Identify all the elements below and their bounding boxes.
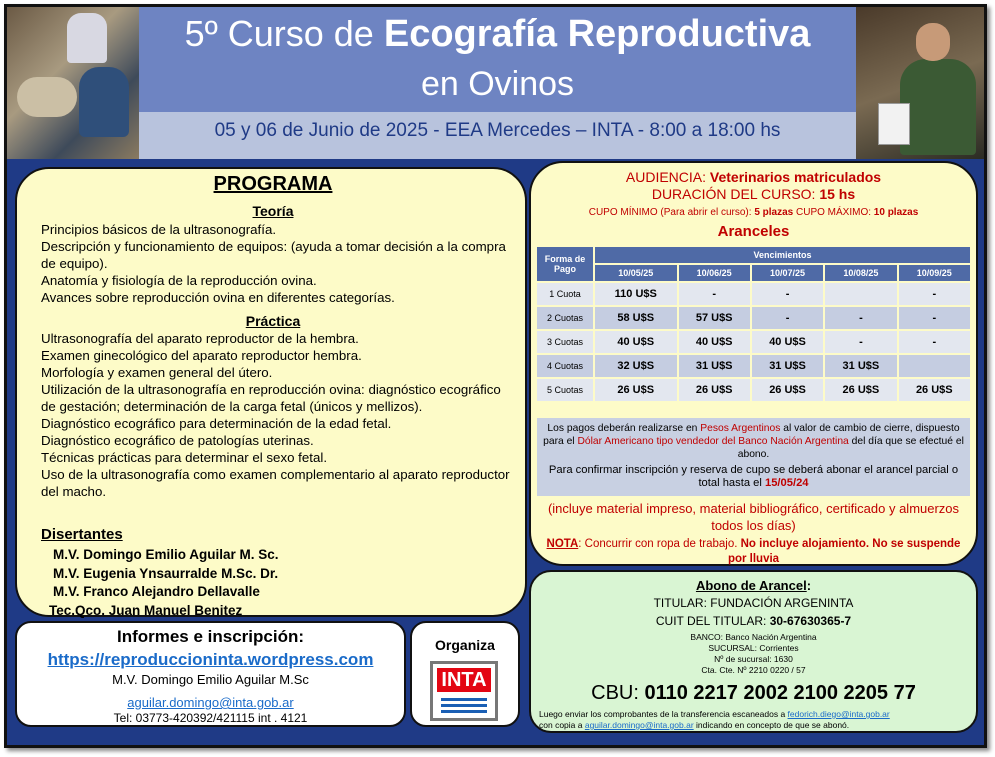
photo-vet-notes	[856, 7, 984, 159]
cuenta-line: Cta. Cte. Nº 2210 0220 / 57	[701, 665, 806, 675]
programa-panel	[15, 167, 527, 617]
speaker: M.V. Eugenia Ynsaurralde M.Sc. Dr.	[53, 565, 279, 581]
speaker: Tec.Qco. Juan Manuel Benitez	[49, 602, 243, 618]
table-row	[537, 379, 970, 401]
table-cell: -	[825, 331, 896, 353]
list-item: Descripción y funcionamiento de equipos: (ayuda a tomar decisión a la compra de equipo).	[41, 239, 506, 271]
col-header-date: 10/07/25	[752, 265, 823, 281]
sucursal-line: SUCURSAL: Corrientes	[708, 643, 799, 653]
table-cell: 26 U$S	[679, 379, 750, 401]
table-cell: 26 U$S	[752, 379, 823, 401]
audiencia-panel	[529, 161, 978, 566]
row-label: 2 Cuotas	[537, 307, 593, 329]
col-header-date: 10/09/25	[899, 265, 970, 281]
flyer	[4, 4, 987, 748]
contact-phone: Tel: 03773-420392/421115 int . 4121	[113, 711, 308, 725]
table-cell: 32 U$S	[595, 355, 677, 377]
table-cell: -	[899, 283, 970, 305]
table-cell: -	[899, 331, 970, 353]
col-header-date: 10/05/25	[595, 265, 677, 281]
cuit-line: CUIT DEL TITULAR: 30-67630365-7	[655, 614, 852, 628]
email-link-fedorich[interactable]: fedorich.diego@inta.gob.ar	[787, 709, 890, 719]
abono-title: Abono de Arancel:	[695, 578, 812, 593]
organiza-title: Organiza	[435, 637, 495, 653]
practica-title: Práctica	[245, 313, 301, 329]
list-item: Ultrasonografía del aparato reproductor de la hembra.	[41, 331, 359, 346]
table-cell: -	[825, 307, 896, 329]
table-cell: 40 U$S	[752, 331, 823, 353]
list-item: Diagnóstico ecográfico de patologías uterinas.	[41, 433, 314, 448]
table-cell: 58 U$S	[595, 307, 677, 329]
row-label: 1 Cuota	[537, 283, 593, 305]
disertantes-title: Disertantes	[41, 526, 123, 543]
table-row	[537, 307, 970, 329]
list-item: Utilización de la ultrasonografía en reproducción ovina: diagnóstico ecográfico de gestación; determinación de la carga fetal (únicos y mellizos).	[41, 382, 501, 414]
table-cell: 40 U$S	[679, 331, 750, 353]
inta-logo: INTA	[430, 661, 498, 721]
table-row	[537, 355, 970, 377]
table-cell: 26 U$S	[595, 379, 677, 401]
row-label: 5 Cuotas	[537, 379, 593, 401]
speaker: M.V. Domingo Emilio Aguilar M. Sc.	[53, 547, 279, 562]
table-row	[537, 331, 970, 353]
list-item: Principios básicos de la ultrasonografía.	[41, 222, 277, 237]
cupo-line: CUPO MÍNIMO (Para abrir el curso): 5 plazas CUPO MÁXIMO: 10 plazas	[588, 207, 919, 218]
row-label: 4 Cuotas	[537, 355, 593, 377]
course-subtitle: en Ovinos	[420, 65, 575, 103]
table-cell	[825, 283, 896, 305]
table-cell: 40 U$S	[595, 331, 677, 353]
photo-ultrasound-sheep	[7, 7, 139, 159]
date-location-line: 05 y 06 de Junio de 2025 - EEA Mercedes – INTA - 8:00 a 18:00 hs	[214, 120, 781, 141]
confirm-text: Para confirmar inscripción y reserva de cupo se deberá abonar el arancel parcial o total hasta el 15/05/24	[548, 464, 959, 489]
table-cell	[899, 355, 970, 377]
list-item: Técnicas prácticas para determinar el sexo fetal.	[41, 450, 328, 465]
contact-email-link[interactable]: aguilar.domingo@inta.gob.ar	[127, 695, 294, 710]
abono-footnote: Luego enviar los comprobantes de la transferencia escaneados a fedorich.diego@inta.gob.ar con copia a aguilar.domingo@inta.gob.ar indicando en concepto de que se abonó.	[539, 709, 890, 730]
col-header-date: 10/06/25	[679, 265, 750, 281]
titular-line: TITULAR: FUNDACIÓN ARGENINTA	[653, 596, 854, 610]
table-cell: 31 U$S	[825, 355, 896, 377]
incluye-text: (incluye material impreso, material bibliográfico, certificado y almuerzos todos los días)	[547, 501, 960, 533]
teoria-title: Teoría	[252, 203, 294, 219]
audiencia-line: AUDIENCIA: Veterinarios matriculados	[625, 169, 882, 185]
practica-list	[41, 330, 511, 500]
website-link[interactable]: https://reproduccioninta.wordpress.com	[47, 650, 374, 669]
table-cell: 26 U$S	[899, 379, 970, 401]
col-header-forma-pago: Forma de Pago	[537, 247, 593, 281]
nro-sucursal-line: Nº de sucursal: 1630	[714, 654, 793, 664]
table-row	[537, 283, 970, 305]
fees-table	[535, 245, 972, 403]
table-cell: 26 U$S	[825, 379, 896, 401]
abono-panel	[529, 570, 978, 733]
table-cell: 31 U$S	[752, 355, 823, 377]
table-cell: -	[752, 307, 823, 329]
contact-name: M.V. Domingo Emilio Aguilar M.Sc	[112, 672, 309, 687]
table-cell: -	[752, 283, 823, 305]
table-cell: 110 U$S	[595, 283, 677, 305]
informes-panel	[15, 621, 406, 727]
col-header-vencimientos: Vencimientos	[595, 247, 970, 263]
email-link-aguilar[interactable]: aguilar.domingo@inta.gob.ar	[584, 720, 694, 730]
table-cell: -	[679, 283, 750, 305]
aranceles-title: Aranceles	[717, 223, 790, 240]
banco-line: BANCO: Banco Nación Argentina	[690, 632, 817, 642]
list-item: Diagnóstico ecográfico para determinación de la edad fetal.	[41, 416, 392, 431]
payment-conditions: Los pagos deberán realizarse en Pesos Argentinos al valor de cambio de cierre, dispuesto para el Dólar Americano tipo vendedor del Banco Nación Argentina del día que se efectué el abono. Para confirmar inscripción y reserva de cupo se deberá abonar el arancel parcial o total hasta el 15/05/24	[537, 418, 970, 496]
speaker: M.V. Franco Alejandro Dellavalle	[53, 584, 260, 599]
list-item: Morfología y examen general del útero.	[41, 365, 273, 380]
header	[7, 7, 984, 159]
col-header-date: 10/08/25	[825, 265, 896, 281]
list-item: Examen ginecológico del aparato reproductor hembra.	[41, 348, 362, 363]
list-item: Avances sobre reproducción ovina en diferentes categorías.	[41, 290, 395, 305]
table-cell: 57 U$S	[679, 307, 750, 329]
title-banner	[139, 7, 856, 112]
table-cell: -	[899, 307, 970, 329]
programa-title: PROGRAMA	[213, 173, 333, 195]
list-item: Anatomía y fisiología de la reproducción ovina.	[41, 273, 317, 288]
teoria-list	[41, 221, 511, 306]
disertantes-list	[49, 546, 279, 620]
course-title: 5º Curso de Ecografía Reproductiva	[184, 13, 811, 55]
duracion-line: DURACIÓN DEL CURSO: 15 hs	[651, 186, 856, 202]
row-label: 3 Cuotas	[537, 331, 593, 353]
organiza-panel	[410, 621, 520, 727]
table-cell: 31 U$S	[679, 355, 750, 377]
list-item: Uso de la ultrasonografía como examen complementario al aparato reproductor del macho.	[41, 467, 510, 499]
informes-title: Informes e inscripción:	[116, 627, 305, 646]
nota-text: NOTA: Concurrir con ropa de trabajo. No incluye alojamiento. No se suspende por lluvia	[546, 538, 961, 565]
cbu-line: CBU: 0110 2217 2002 2100 2205 77	[591, 682, 916, 704]
